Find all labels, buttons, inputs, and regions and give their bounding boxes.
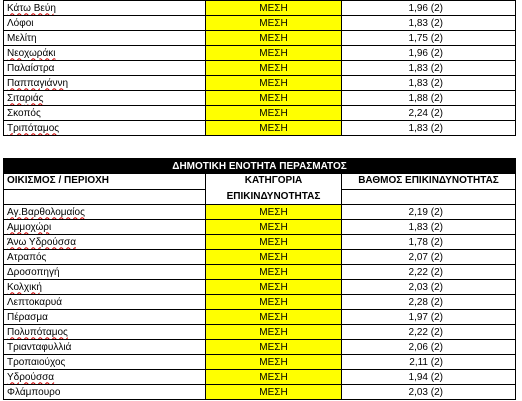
settlement-name-cell [4,31,206,46]
risk-score-cell: 2,11 (2) [342,355,516,370]
table-row [4,280,516,295]
table-row [4,295,516,310]
risk-score-cell: 1,88 (2) [342,91,516,106]
risk-score-cell: 2,28 (2) [342,295,516,310]
settlement-name-cell [4,61,206,76]
risk-score-cell: 1,78 (2) [342,235,516,250]
table-row [4,16,516,31]
risk-score-cell: 2,19 (2) [342,205,516,220]
risk-score-cell: 1,97 (2) [342,310,516,325]
score-header-cont [342,190,516,205]
risk-category-cell: ΜΕΣΗ [206,310,342,325]
settlement-name: Νεοχωράκι [7,47,56,59]
settlements-table-perasmatos [3,158,516,400]
settlement-name: Δροσοπηγή [7,266,60,278]
settlement-name: Τριανταφυλλιά [7,341,72,353]
settlement-name-cell [4,1,206,16]
risk-category-cell: ΜΕΣΗ [206,295,342,310]
settlement-name: Άνω Υδρούσσα [7,236,76,248]
settlement-name-cell [4,340,206,355]
settlement-name: Κάτω Βεύη [7,2,56,14]
settlement-name-cell [4,91,206,106]
risk-category-cell: ΜΕΣΗ [206,46,342,61]
settlement-name-cell [4,46,206,61]
settlement-name: Λόφοι [7,17,34,29]
settlement-name: Τροπαιούχος [7,356,66,368]
settlement-name-cell [4,385,206,400]
settlement-name: Πέρασμα [7,311,48,323]
settlement-name-cell [4,325,206,340]
risk-category-cell: ΜΕΣΗ [206,61,342,76]
risk-category-cell: ΜΕΣΗ [206,16,342,31]
table-row [4,31,516,46]
table-row [4,355,516,370]
risk-score-cell: 2,07 (2) [342,250,516,265]
risk-category-cell: ΜΕΣΗ [206,235,342,250]
risk-category-cell: ΜΕΣΗ [206,220,342,235]
settlement-name: Μελίτη [7,32,37,44]
table-row [4,310,516,325]
settlement-name-cell [4,310,206,325]
settlement-name: Ατραπός [7,251,47,263]
table-row [4,61,516,76]
table-row [4,370,516,385]
risk-category-cell: ΜΕΣΗ [206,1,342,16]
settlement-name-cell [4,250,206,265]
table-row [4,325,516,340]
table-row [4,385,516,400]
score-column-header: ΒΑΘΜΟΣ ΕΠΙΚΙΝΔΥΝΟΤΗΤΑΣ [342,174,516,190]
category-column-header [206,174,342,190]
table-row [4,235,516,250]
risk-category-cell: ΜΕΣΗ [206,325,342,340]
settlement-name: Τριπόταμος [7,122,60,134]
settlement-name: Υδρούσσα [7,371,55,383]
settlement-name-cell [4,76,206,91]
settlement-name-cell [4,370,206,385]
table-row [4,220,516,235]
risk-category-cell: ΜΕΣΗ [206,340,342,355]
risk-score-cell: 1,96 (2) [342,1,516,16]
risk-category-cell: ΜΕΣΗ [206,355,342,370]
settlement-header-cont [4,190,206,205]
top-table-body [4,1,516,136]
settlement-name: Πολυπόταμος [7,326,68,338]
risk-category-cell: ΜΕΣΗ [206,370,342,385]
risk-category-cell: ΜΕΣΗ [206,385,342,400]
settlement-name: Αμμοχώρι [7,221,52,233]
settlement-name: Κολχική [7,281,42,293]
risk-category-cell: ΜΕΣΗ [206,121,342,136]
risk-score-cell: 1,94 (2) [342,370,516,385]
settlements-table-top [3,0,516,136]
settlement-name-cell [4,280,206,295]
settlement-name-cell [4,205,206,220]
table-row [4,121,516,136]
table-header [4,159,516,205]
table-row [4,340,516,355]
table-row [4,106,516,121]
settlement-name-cell [4,265,206,280]
table-row [4,250,516,265]
settlement-name-cell [4,355,206,370]
settlement-name: Σκοπός [7,107,41,119]
risk-category-cell: ΜΕΣΗ [206,76,342,91]
risk-score-cell: 2,22 (2) [342,265,516,280]
table-row [4,46,516,61]
risk-category-cell: ΜΕΣΗ [206,91,342,106]
settlement-name-cell [4,220,206,235]
risk-category-cell: ΜΕΣΗ [206,205,342,220]
settlement-name: Λεπτοκαρυά [7,296,63,308]
category-header-line2: ΕΠΙΚΙΝΔΥΝΟΤΗΤΑΣ [226,190,321,202]
bottom-table-body [4,205,516,400]
municipal-unit-title: ΔΗΜΟΤΙΚΗ ΕΝΟΤΗΤΑ ΠΕΡΑΣΜΑΤΟΣ [4,159,516,174]
settlement-name: Παλαίστρα [7,62,55,74]
risk-score-cell: 2,03 (2) [342,280,516,295]
settlement-name: Παππαγιάννη [7,77,69,89]
settlement-name-cell [4,121,206,136]
risk-score-cell: 2,06 (2) [342,340,516,355]
table-row [4,265,516,280]
risk-score-cell: 2,03 (2) [342,385,516,400]
risk-category-cell: ΜΕΣΗ [206,106,342,121]
table-row [4,91,516,106]
settlement-name: Σιταριάς [7,92,44,104]
settlement-name-cell [4,235,206,250]
risk-category-cell: ΜΕΣΗ [206,31,342,46]
table-row [4,76,516,91]
category-header-cont [206,190,342,205]
risk-score-cell: 1,83 (2) [342,121,516,136]
risk-score-cell: 2,22 (2) [342,325,516,340]
table-row [4,205,516,220]
settlement-name-cell [4,16,206,31]
settlement-column-header: ΟΙΚΙΣΜΟΣ / ΠΕΡΙΟΧΗ [4,174,206,190]
risk-score-cell: 1,83 (2) [342,76,516,91]
risk-score-cell: 1,83 (2) [342,220,516,235]
risk-score-cell: 2,24 (2) [342,106,516,121]
risk-score-cell: 1,83 (2) [342,16,516,31]
category-header-line1: ΚΑΤΗΓΟΡΙΑ [244,175,303,186]
settlement-name-cell [4,295,206,310]
settlement-name: Αγ.Βαρθολομαίος [7,206,85,218]
risk-category-cell: ΜΕΣΗ [206,280,342,295]
risk-category-cell: ΜΕΣΗ [206,250,342,265]
settlement-name-cell [4,106,206,121]
risk-score-cell: 1,83 (2) [342,61,516,76]
risk-score-cell: 1,96 (2) [342,46,516,61]
settlement-name: Φλάμπουρο [7,386,61,398]
risk-score-cell: 1,75 (2) [342,31,516,46]
table-row [4,1,516,16]
risk-category-cell: ΜΕΣΗ [206,265,342,280]
